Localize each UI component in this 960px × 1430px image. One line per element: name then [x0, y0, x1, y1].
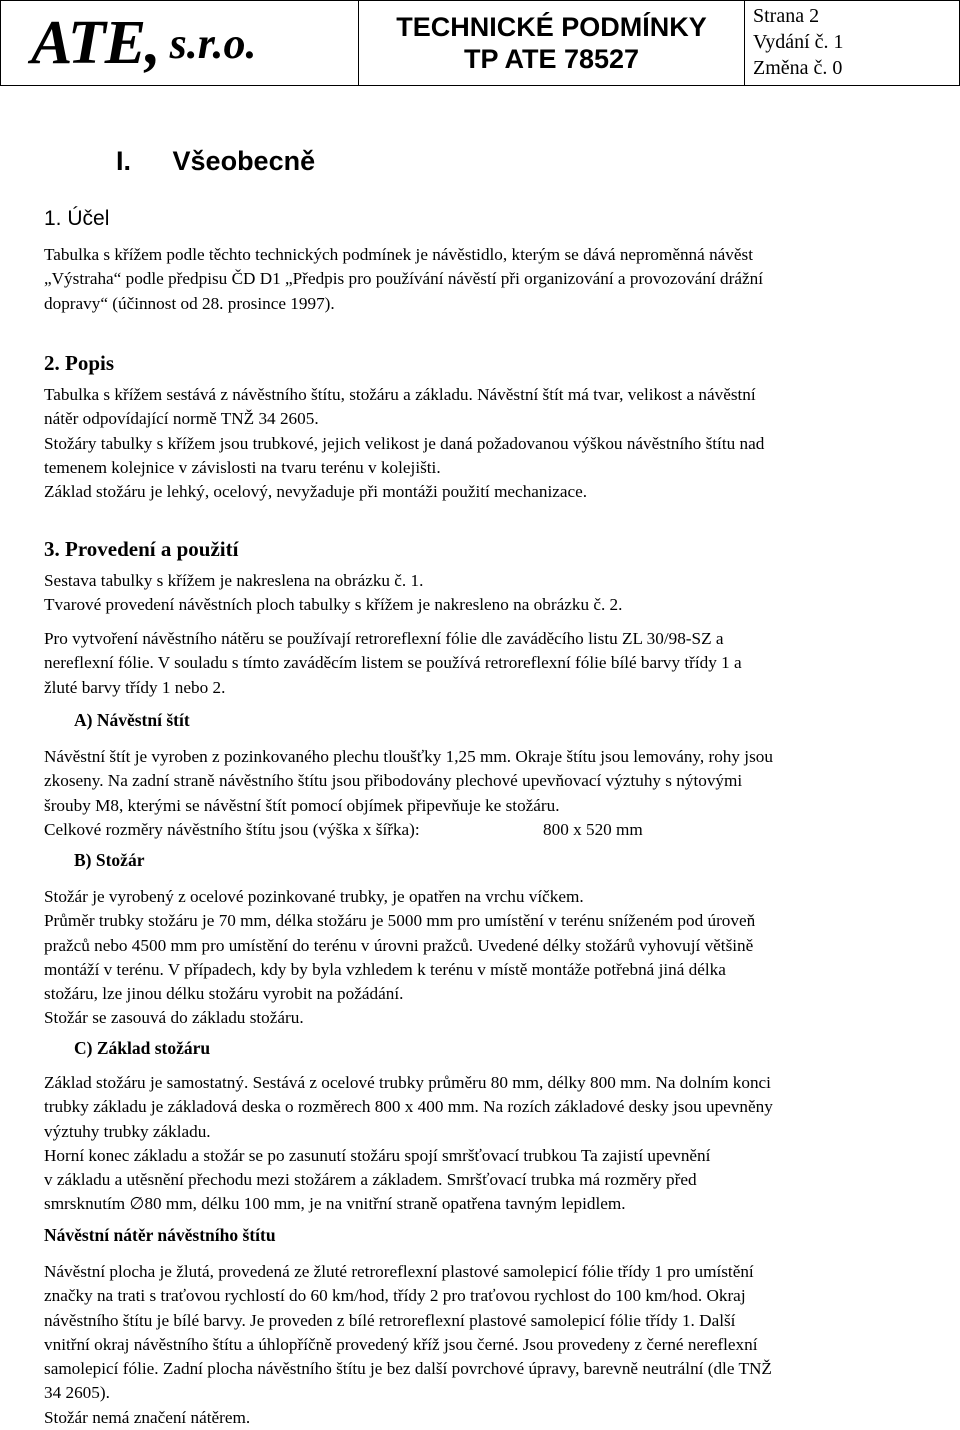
- logo-main-text: ATE,: [31, 8, 160, 77]
- paragraph-line: Stožár se zasouvá do základu stožáru.: [44, 1008, 304, 1028]
- paragraph-line: nereflexní fólie. V souladu s tímto zaváděcím listem se používá retroreflexní fólie bílé barvy třídy 1 a: [44, 653, 742, 673]
- paragraph-line: šrouby M8, kterými se návěstní štít pomocí objímek připevňuje ke stožáru.: [44, 795, 560, 815]
- paragraph-line: 34 2605).: [44, 1383, 110, 1403]
- document-header: [0, 0, 960, 86]
- paragraph-line: vnitřní okraj návěstního štítu a úhlopříčně provedený kříž jsou černé. Jsou provedeny z černé nereflexní: [44, 1334, 758, 1354]
- section-3-text-b: [44, 627, 742, 700]
- subsection-b-text: [44, 885, 755, 1031]
- page-number: Strana 2: [753, 5, 820, 27]
- subsection-paint-text: [44, 1260, 772, 1430]
- paragraph-line: trubky základu je základová deska o rozměrech 800 x 400 mm. Na rozích základové desky jsou upevněny: [44, 1097, 773, 1117]
- chapter-title: Všeobecně: [172, 146, 316, 176]
- company-logo: [1, 1, 359, 85]
- document-meta: [745, 1, 959, 85]
- paragraph-line: Horní konec základu a stožár se po zasunutí stožáru spojí smršťovací trubkou Ta zajistí upevnění: [44, 1145, 711, 1165]
- section-2-text: [44, 383, 764, 504]
- paragraph-line: samolepicí fólie. Zadní plocha návěstního štítu je bez další povrchové úpravy, barevně neutrální (dle TNŽ: [44, 1359, 772, 1379]
- edition-number: Vydání č. 1: [753, 31, 844, 53]
- dimensions-value: 800 x 520 mm: [543, 819, 643, 839]
- paragraph-line: „Výstraha“ podle předpisu ČD D1 „Předpis pro používání návěstí při organizování a provozování drážní: [44, 269, 763, 289]
- paragraph-line: Sestava tabulky s křížem je nakreslena na obrázku č. 1.: [44, 571, 424, 590]
- dimensions-line: [44, 818, 773, 842]
- paragraph-line: Tvarové provedení návěstních ploch tabulky s křížem je nakresleno na obrázku č. 2.: [44, 595, 623, 615]
- subsection-a-text: [44, 745, 773, 842]
- paragraph-line: nátěr odpovídající normě TNŽ 34 2605.: [44, 409, 319, 429]
- paragraph-line: Stožár je vyrobený z ocelové pozinkované trubky, je opatřen na vrchu víčkem.: [44, 887, 584, 906]
- paragraph-line: pražců nebo 4500 mm pro umístění do terénu v úrovni pražců. Uvedené délky stožárů vyhovují většině: [44, 935, 754, 955]
- paragraph-line: Stožáry tabulky s křížem jsou trubkové, jejich velikost je daná požadovanou výškou návěstního štítu nad: [44, 433, 765, 453]
- paragraph-line: výztuhy trubky základu.: [44, 1121, 211, 1141]
- paragraph-line: Pro vytvoření návěstního nátěru se používají retroreflexní fólie dle zaváděcího listu ZL 30/98-SZ a: [44, 629, 724, 648]
- title-line-1: TECHNICKÉ PODMÍNKY: [396, 12, 707, 42]
- logo-suffix-text: s.r.o.: [169, 18, 257, 68]
- paragraph-line: zkoseny. Na zadní straně návěstního štítu jsou přibodovány plechové upevňovací výztuhy s nýtovými: [44, 771, 743, 791]
- subsection-b-heading: B) Stožár: [74, 850, 145, 870]
- paragraph-line: Návěstní štít je vyroben z pozinkovaného plechu tloušťky 1,25 mm. Okraje štítu jsou lemovány, rohy jsou: [44, 747, 773, 766]
- section-3-text-a: [44, 569, 622, 618]
- paragraph-line: v základu a utěsnění přechodu mezi stožárem a základem. Smršťovací trubka má rozměry před: [44, 1170, 697, 1190]
- paragraph-line: Tabulka s křížem podle těchto technických podmínek je návěstidlo, kterým se dává neproměnná návěst: [44, 245, 753, 264]
- chapter-number: I.: [116, 146, 132, 176]
- paragraph-line: značky na trati s traťovou rychlostí do 60 km/hod, třídy 2 pro traťovou rychlost do 100 km/hod. Okraj: [44, 1286, 746, 1306]
- section-2-heading: 2. Popis: [44, 351, 115, 375]
- paragraph-line: návěstního štítu je bílé barvy. Je proveden z bílé retroreflexní plastové samolepicí fólie třídy 1. Další: [44, 1310, 736, 1330]
- paragraph-line: Návěstní plocha je žlutá, provedená ze žluté retroreflexní plastové samolepicí fólie třídy 1 pro umístění: [44, 1262, 754, 1281]
- paragraph-line: montáží v terénu. V případech, kdy by byla vzhledem k terénu v místě montáže potřebná jiná délka: [44, 959, 726, 979]
- subsection-paint-heading: Návěstní nátěr návěstního štítu: [44, 1225, 276, 1245]
- dimensions-label: Celkové rozměry návěstního štítu jsou (výška x šířka):: [44, 819, 420, 839]
- paragraph-line: Základ stožáru je samostatný. Sestává z ocelové trubky průměru 80 mm, délky 800 mm. Na dolním konci: [44, 1073, 771, 1092]
- title-line-2: TP ATE 78527: [463, 44, 640, 74]
- paragraph-line: Stožár nemá značení nátěrem.: [44, 1407, 251, 1427]
- paragraph-line: Průměr trubky stožáru je 70 mm, délka stožáru je 5000 mm pro umístění v terénu sníženém pod úroveň: [44, 911, 756, 931]
- paragraph-line: stožáru, lze jinou délku stožáru vyrobit na požádání.: [44, 984, 404, 1004]
- change-number: Změna č. 0: [753, 57, 843, 79]
- subsection-a-heading: A) Návěstní štít: [74, 710, 190, 730]
- section-1-heading: 1. Účel: [44, 207, 110, 230]
- section-1-text: [44, 243, 763, 316]
- subsection-c-heading: C) Základ stožáru: [74, 1038, 211, 1058]
- chapter-heading: [116, 146, 315, 177]
- document-title: [359, 1, 745, 85]
- paragraph-line: temenem kolejnice v závislosti na tvaru terénu v kolejišti.: [44, 457, 441, 477]
- paragraph-line: Základ stožáru je lehký, ocelový, nevyžaduje při montáži použití mechanizace.: [44, 482, 588, 502]
- paragraph-line: žluté barvy třídy 1 nebo 2.: [44, 677, 226, 697]
- paragraph-line: dopravy“ (účinnost od 28. prosince 1997).: [44, 293, 335, 313]
- paragraph-line: Tabulka s křížem sestává z návěstního štítu, stožáru a základu. Návěstní štít má tvar, velikost a návěstní: [44, 385, 756, 404]
- paragraph-line: smrsknutím ∅80 mm, délku 100 mm, je na vnitřní straně opatřena tavným lepidlem.: [44, 1194, 626, 1214]
- section-3-heading: 3. Provedení a použití: [44, 537, 239, 561]
- subsection-c-text: [44, 1071, 773, 1217]
